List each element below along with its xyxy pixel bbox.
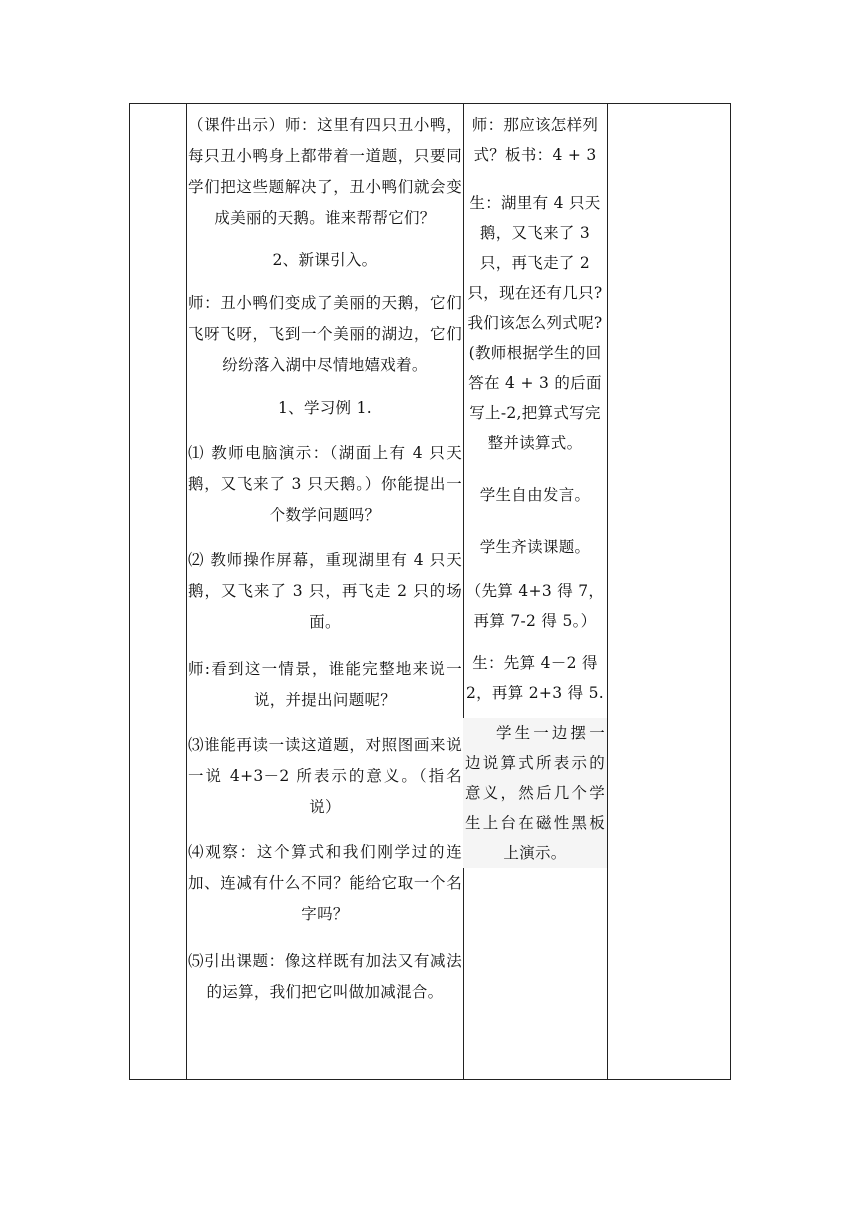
section-heading-new-lesson: 2、新课引入。: [272, 251, 378, 269]
student-note-answer: 生：先算 4－2 得 2，再算 2+3 得 5.: [465, 654, 605, 702]
paragraph-screen-operation: ⑵ 教师操作屏幕，重现湖里有 4 只天鹅，又飞来了 3 只，再飞走 2 只的场面。: [188, 551, 462, 631]
teacher-activity-column: [188, 104, 462, 1008]
student-note-calculation: （先算 4+3 得 7，再算 7-2 得 5。）: [465, 582, 605, 630]
student-note-free-speech: 学生自由发言。: [479, 486, 591, 504]
student-note-formula: 师：那应该怎样列式？板书：4 + 3: [471, 116, 599, 164]
section-heading-example-1: 1、学习例 1.: [278, 399, 372, 417]
paragraph-teacher-question: 师:看到这一情景，谁能完整地来说一说，并提出问题呢？: [188, 660, 462, 709]
column-divider: [607, 104, 608, 1079]
paragraph-swans-lake: 师：丑小鸭们变成了美丽的天鹅，它们飞呀飞呀，飞到一个美丽的湖边，它们纷纷落入湖中尽情地嬉戏着。: [188, 294, 462, 374]
paragraph-introduce-topic: ⑸引出课题：像这样既有加法又有减法的运算，我们把它叫做加减混合。: [188, 952, 462, 1001]
lesson-plan-table: [129, 103, 731, 1080]
student-note-read-title: 学生齐读课题。: [479, 538, 591, 556]
paragraph-observe: ⑷观察：这个算式和我们刚学过的连加、连减有什么不同？能给它取一个名字吗？: [188, 843, 462, 923]
column-divider: [186, 104, 187, 1079]
paragraph-computer-demo: ⑴ 教师电脑演示：（湖面上有 4 只天鹅，又飞来了 3 只天鹅。）你能提出一个数学问题吗？: [188, 444, 462, 524]
student-note-demonstration: 学生一边摆一边说算式所表示的意义，然后几个学生上台在磁性黑板上演示。: [465, 724, 605, 862]
paragraph-read-again: ⑶谁能再读一读这道题，对照图画来说一说 4+3－2 所表示的意义。（指名说）: [188, 736, 462, 816]
student-note-question: 生：湖里有 4 只天鹅，又飞来了 3 只，再飞走了 2 只，现在还有几只?我们该怎么列式呢?(教师根据学生的回答在 4 + 3 的后面写上-2,把算式写完整并读算式。: [467, 194, 603, 452]
student-activity-column: [464, 104, 606, 868]
paragraph-courseware: （课件出示）师：这里有四只丑小鸭，每只丑小鸭身上都带着一道题，只要同学们把这些题解决了，丑小鸭们就会变成美丽的天鹅。谁来帮帮它们？: [188, 116, 462, 227]
student-note-shaded-block: [463, 718, 607, 868]
